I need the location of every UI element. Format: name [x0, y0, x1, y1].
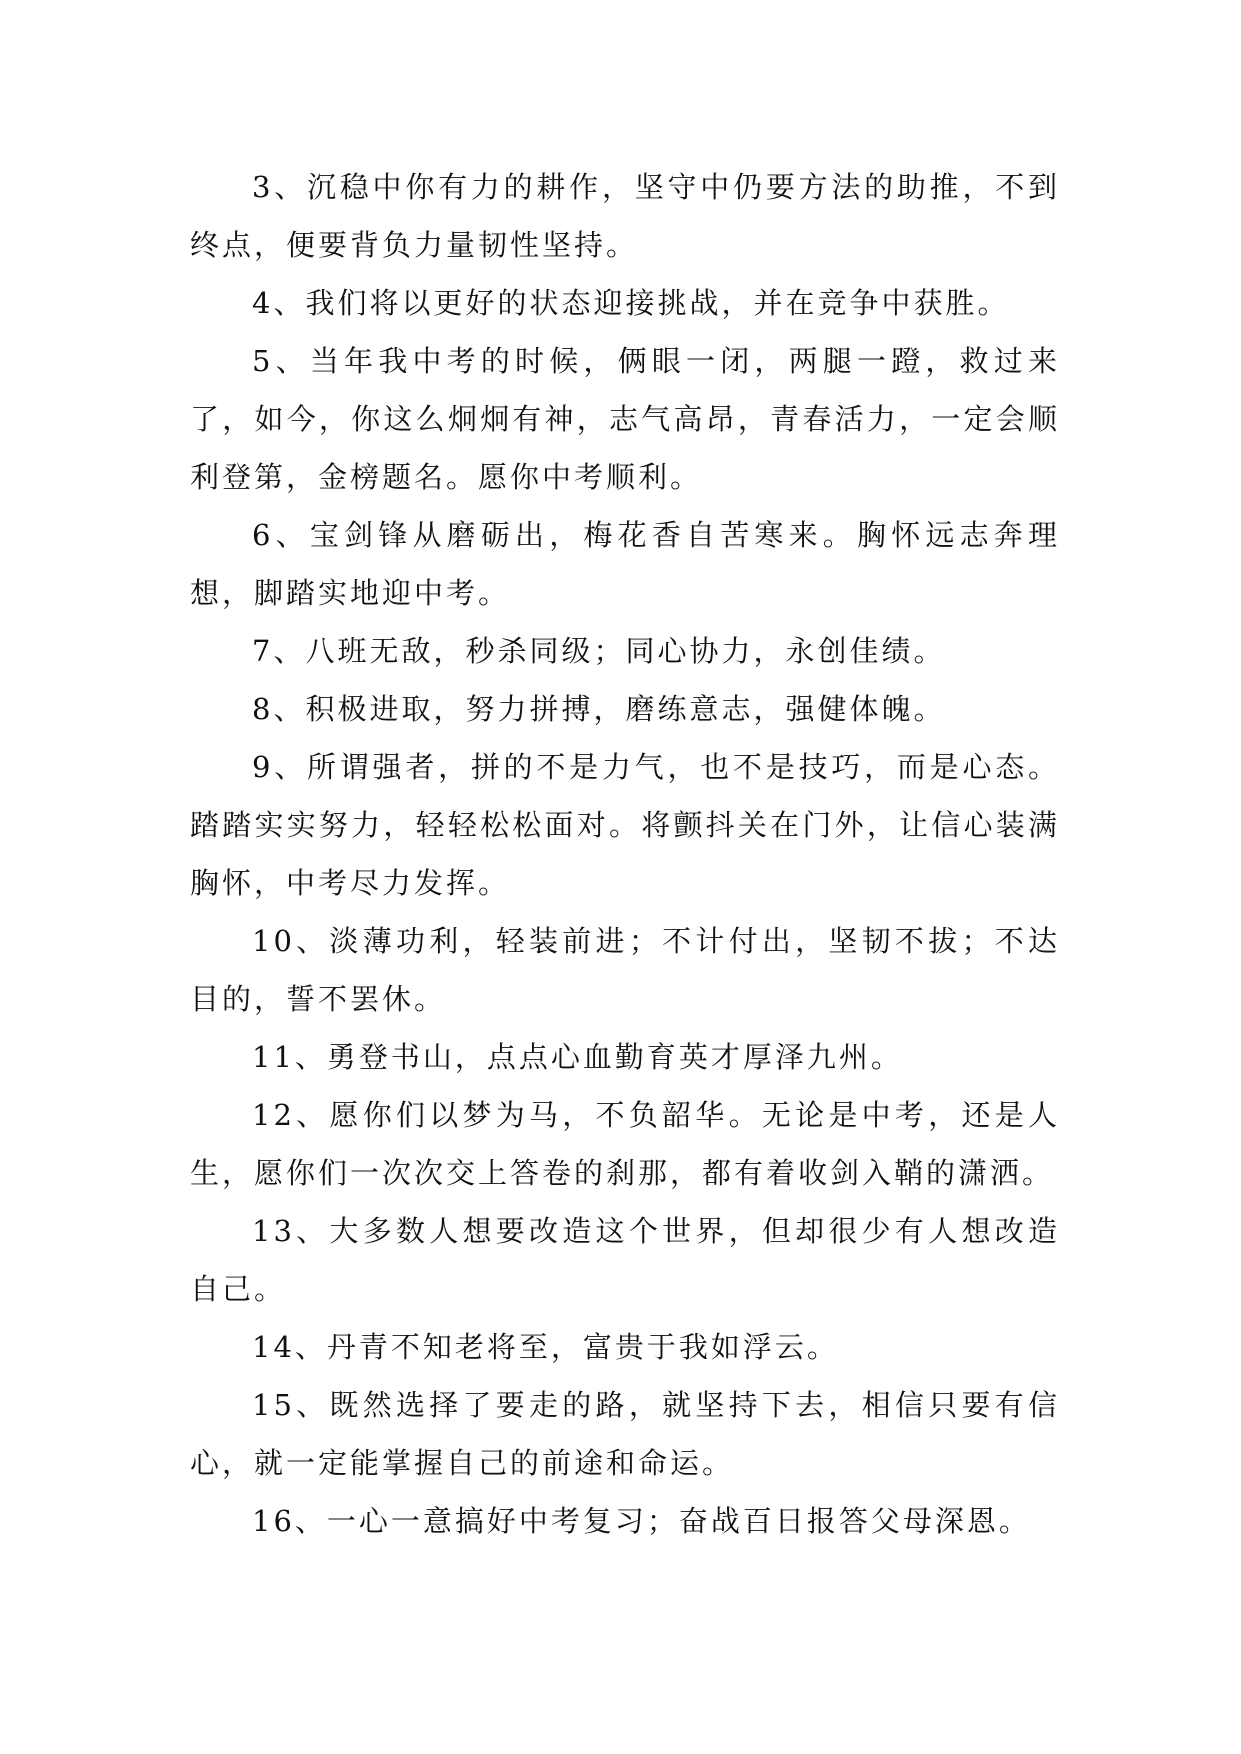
paragraph-10: 10、淡薄功利，轻装前进；不计付出，坚韧不拔；不达目的，誓不罢休。 [190, 924, 1060, 1016]
paragraph-11: 11、勇登书山，点点心血勤育英才厚泽九州。 [252, 1040, 903, 1074]
paragraph-9: 9、所谓强者，拼的不是力气，也不是技巧，而是心态。踏踏实实努力，轻轻松松面对。将颤抖关在门外，让信心装满胸怀，中考尽力发挥。 [190, 750, 1060, 900]
paragraph-7: 7、八班无敌，秒杀同级；同心协力，永创佳绩。 [252, 634, 946, 668]
paragraph-4: 4、我们将以更好的状态迎接挑战，并在竞争中获胜。 [252, 286, 1010, 320]
paragraph-3: 3、沉稳中你有力的耕作，坚守中仍要方法的助推，不到终点，便要背负力量韧性坚持。 [190, 170, 1060, 262]
paragraph-15: 15、既然选择了要走的路，就坚持下去，相信只要有信心，就一定能掌握自己的前途和命运。 [190, 1388, 1060, 1480]
paragraph-6: 6、宝剑锋从磨砺出，梅花香自苦寒来。胸怀远志奔理想，脚踏实地迎中考。 [190, 518, 1060, 610]
paragraph-5: 5、当年我中考的时候，俩眼一闭，两腿一蹬，救过来了，如今，你这么炯炯有神，志气高昂，青春活力，一定会顺利登第，金榜题名。愿你中考顺利。 [190, 344, 1060, 494]
paragraph-16: 16、一心一意搞好中考复习；奋战百日报答父母深恩。 [252, 1504, 1031, 1538]
paragraph-12: 12、愿你们以梦为马，不负韶华。无论是中考，还是人生，愿你们一次次交上答卷的刹那，都有着收剑入鞘的潇洒。 [190, 1098, 1060, 1190]
document-body [190, 158, 1060, 1550]
paragraph-13: 13、大多数人想要改造这个世界，但却很少有人想改造自己。 [190, 1214, 1060, 1306]
paragraph-14: 14、丹青不知老将至，富贵于我如浮云。 [252, 1330, 839, 1364]
paragraph-8: 8、积极进取，努力拼搏，磨练意志，强健体魄。 [252, 692, 946, 726]
